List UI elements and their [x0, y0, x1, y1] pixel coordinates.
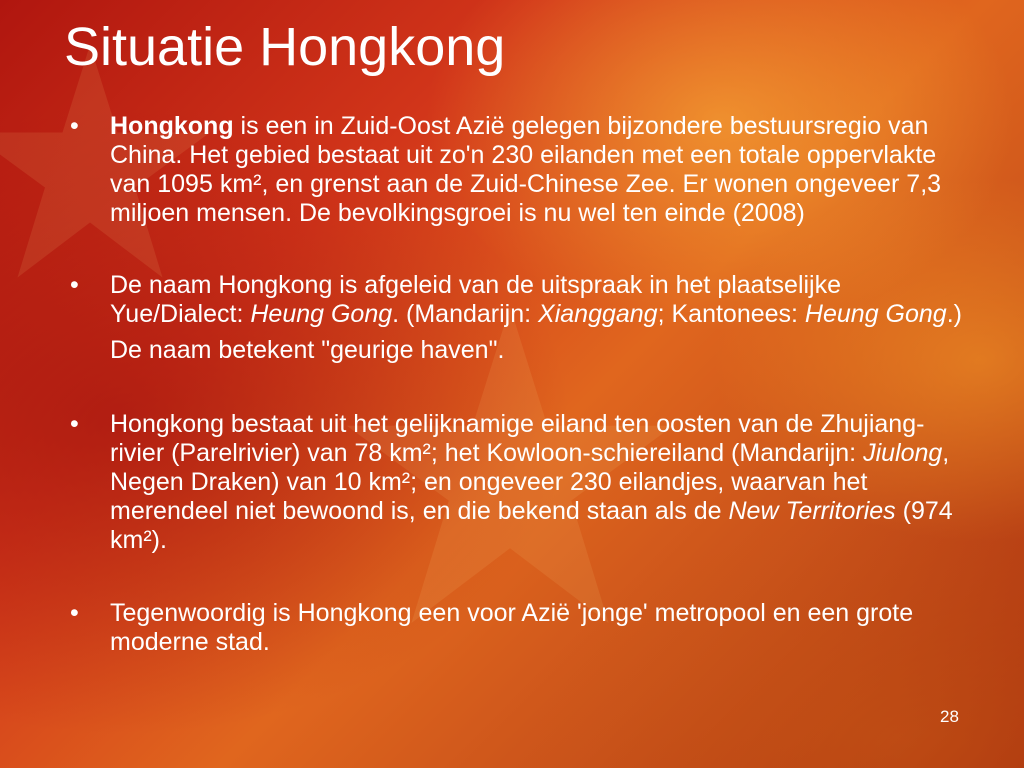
text-run: Jiulong [863, 439, 943, 467]
bullet-list [70, 112, 970, 657]
text-run: . (Mandarijn: [392, 300, 539, 328]
text-run: De naam Hongkong is afgeleid van de uitspraak in het plaatselijke Yue/Dialect: [110, 271, 842, 328]
text-run: Heung Gong [804, 300, 947, 328]
text-run: ; Kantonees: [657, 300, 805, 328]
bullet-paragraph [110, 112, 970, 228]
text-run: Hongkong [110, 112, 234, 140]
bullet-item [70, 410, 970, 555]
text-run: , Negen Draken) van 10 km²; en ongeveer 230 eilandjes, waarvan het merendeel niet bewoond is, en die bekend staan als de [110, 439, 950, 525]
slide-number: 28 [940, 707, 959, 726]
bullet-paragraph [110, 410, 970, 555]
bullet-paragraph [110, 271, 970, 329]
bullet-item [70, 271, 970, 365]
text-run: Hongkong bestaat uit het gelijknamige eiland ten oosten van de Zhujiang-rivier (Parelrivier) van 78 km²; het Kowloon-schiereiland (Mandarijn: [110, 410, 925, 467]
text-run: Heung Gong [250, 300, 393, 328]
bullet-paragraph [110, 599, 970, 657]
bullet-paragraph [110, 336, 970, 365]
text-run: De naam betekent "geurige haven". [110, 336, 505, 364]
text-run: Tegenwoordig is Hongkong een voor Azië 'jonge' metropool en een grote moderne stad. [110, 599, 914, 656]
bullet-item [70, 599, 970, 657]
bullet-marker: • [70, 112, 79, 140]
text-run: (974 km²). [110, 497, 953, 554]
bullet-marker: • [70, 271, 79, 299]
text-run: is een in Zuid-Oost Azië gelegen bijzondere bestuursregio van China. Het gebied bestaat uit zo'n 230 eilanden met een totale oppervlakte van 1095 km², en grenst aan de Zuid-Chinese Zee. Er wonen ongeveer 7,3 miljoen mensen. De bevolkingsgroei is nu wel ten einde (2008) [110, 112, 942, 227]
text-run: .) [946, 300, 962, 328]
bullet-marker: • [70, 599, 79, 627]
text-run: Xianggang [538, 300, 658, 328]
bullet-marker: • [70, 410, 79, 438]
bullet-item [70, 112, 970, 228]
slide-title: Situatie Hongkong [64, 17, 506, 77]
text-run: New Territories [728, 497, 896, 525]
